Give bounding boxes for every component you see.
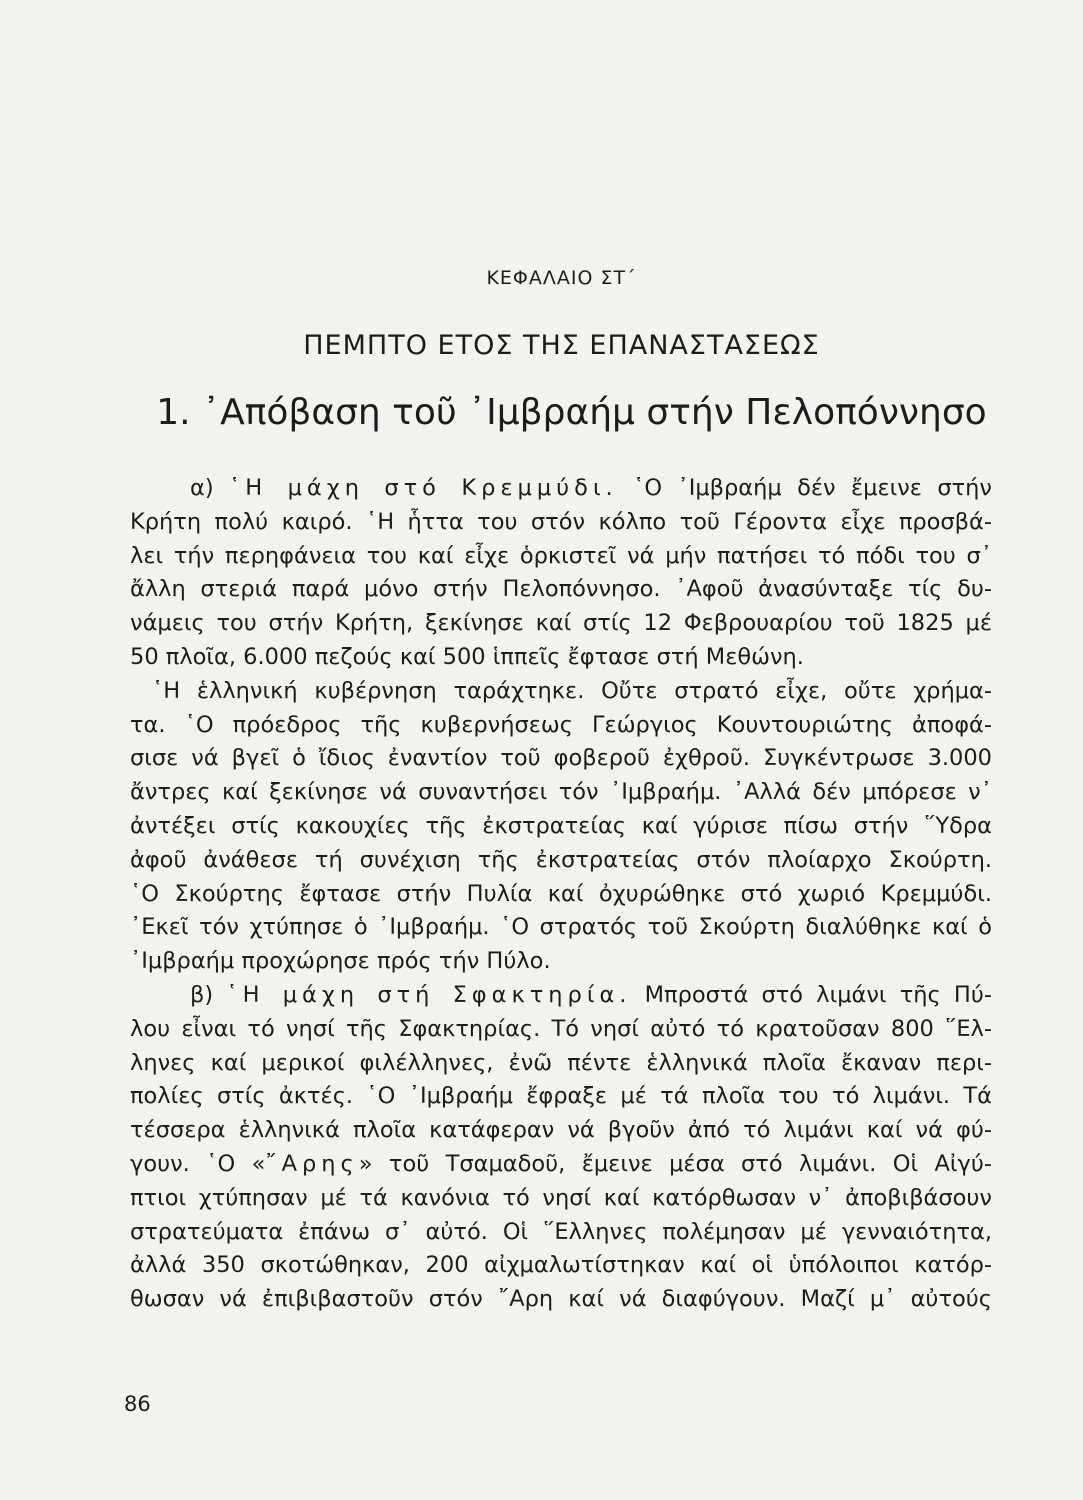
text-line: ᾽Εκεῖ τόν χτύπησε ὁ ᾽Ιμβραήμ. ῾Ο στρατός τοῦ Σκούρτη διαλύθηκε καί ὁ [130,914,992,941]
subsection-b-first-line [130,979,992,1013]
ship-name: ῎Αρης [265,1150,359,1177]
text-line: 50 πλοῖα, 6.000 πεζούς καί 500 ἱππεῖς ἔφτασε στή Μεθώνη. [130,643,804,670]
text-line: ἀντέξει στίς κακουχίες τῆς ἐκστρατείας καί γύρισε πίσω στήν ῞Υδρα [130,812,992,839]
text-line: ἀλλά 350 σκοτώθηκαν, 200 αἰχμαλωτίστηκαν καί οἱ ὑπόλοιποι κατόρ- [130,1252,992,1279]
text-line: πολίες στίς ἀκτές. ῾Ο ᾽Ιμβραήμ ἔφραξε μέ τά πλοῖα του τό λιμάνι. Τά [130,1083,992,1110]
page-number: 86 [124,1392,151,1416]
text-line: ᾽Ιμβραήμ προχώρησε πρός τήν Πύλο. [130,948,551,975]
text-line: θωσαν νά ἐπιβιβαστοῦν στόν ῎Αρη καί νά διαφύγουν. Μαζί μ᾽ αὐτούς [130,1286,992,1313]
text-line: ἄντρες καί ξεκίνησε νά συναντήσει τόν ᾽Ιμβραήμ. ᾽Αλλά δέν μπόρεσε ν᾽ [130,779,992,806]
ship-line [130,1148,992,1182]
text-line: ῾Ο Σκούρτης ἔφτασε στήν Πυλία καί ὀχυρώθηκε στό χωριό Κρεμμύδι. [130,880,992,907]
part-title: ΠΕΜΠΤΟ ΕΤΟΣ ΤΗΣ ΕΠΑΝΑΣΤΑΣΕΩΣ [303,330,820,361]
text-line: σισε νά βγεῖ ὁ ἴδιος ἐναντίον τοῦ φοβεροῦ ἐχθροῦ. Συγκέντρωσε 3.000 [130,745,992,772]
body-text [130,472,992,1317]
ship-line-before: γουν. ῾Ο « [130,1150,266,1177]
text-line: Κρήτη πολύ καιρό. ῾Η ἧττα του στόν κόλπο τοῦ Γέροντα εἶχε προσβά- [130,508,992,535]
subsection-a-heading: ῾Η μάχη στό Κρεμμύδι. [229,475,618,501]
subsection-a-marker: α) [190,475,214,501]
subsection-b-first-line-rest: Μπροστά στό λιμάνι τῆς Πύ- [644,981,992,1008]
ship-line-after: » τοῦ Τσαμαδοῦ, ἔμεινε μέσα στό λιμάνι. Οἱ Αἰγύ- [358,1150,992,1177]
text-line: στρατεύματα ἐπάνω σ᾽ αὐτό. Οἱ ῞Ελληνες πολέμησαν μέ γενναιότητα, [130,1218,992,1245]
text-line: τέσσερα ἑλληνικά πλοῖα κατάφεραν νά βγοῦν ἀπό τό λιμάνι καί νά φύ- [130,1117,992,1144]
subsection-b-marker: β) [190,981,214,1008]
text-line: ῾Η ἑλληνική κυβέρνηση ταράχτηκε. Οὔτε στρατό εἶχε, οὔτε χρήμα- [152,677,992,704]
chapter-label: ΚΕΦΑΛΑΙΟ ΣΤ΄ [486,267,637,289]
text-line: ληνες καί μερικοί φιλέλληνες, ἐνῶ πέντε ἑλληνικά πλοῖα ἔκαναν περι- [130,1049,992,1076]
text-line: ἀφοῦ ἀνάθεσε τή συνέχιση τῆς ἐκστρατείας στόν πλοίαρχο Σκούρτη. [130,846,992,873]
subsection-a-first-line-rest: ῾Ο ᾽Ιμβραήμ δέν ἔμεινε στήν [633,475,992,501]
text-line: λει τήν περηφάνεια του καί εἶχε ὁρκιστεῖ νά μήν πατήσει τό πόδι του σ᾽ [130,542,992,569]
section-title: 1. ᾽Απόβαση τοῦ ᾽Ιμβραήμ στήν Πελοπόννησο [156,392,987,433]
subsection-b-heading: ῾Η μάχη στή Σφακτηρία. [226,981,632,1008]
subsection-a-first-line [130,472,992,506]
text-line: λου εἶναι τό νησί τῆς Σφακτηρίας. Τό νησί αὐτό τό κρατοῦσαν 800 ῞Ελ- [130,1015,992,1042]
text-line: νάμεις του στήν Κρήτη, ξεκίνησε καί στίς 12 Φεβρουαρίου τοῦ 1825 μέ [130,610,992,637]
text-line: ἄλλη στεριά παρά μόνο στήν Πελοπόννησο. ᾽Αφοῦ ἀνασύνταξε τίς δυ- [130,576,992,603]
text-line: πτιοι χτύπησαν μέ τά κανόνια τό νησί καί κατόρθωσαν ν᾽ ἀποβιβάσουν [130,1184,992,1211]
text-line: τα. ῾Ο πρόεδρος τῆς κυβερνήσεως Γεώργιος Κουντουριώτης ἀποφά- [130,711,992,738]
